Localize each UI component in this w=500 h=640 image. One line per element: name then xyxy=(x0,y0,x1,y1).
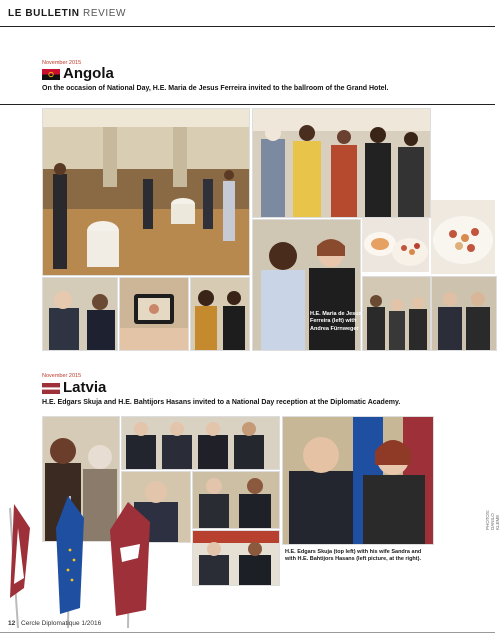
latvia-flag-icon xyxy=(42,383,60,394)
angola-title: Angola xyxy=(63,65,114,82)
two-ambassadors-photo xyxy=(192,530,280,586)
guests-group-photo xyxy=(252,108,431,218)
angola-rule xyxy=(0,104,495,105)
food-tray-photo xyxy=(431,200,495,274)
food-platter-photo xyxy=(362,218,429,272)
latvia-date: November 2015 xyxy=(42,373,82,379)
page-number: 12 xyxy=(8,620,16,627)
section-header-light: REVIEW xyxy=(83,8,127,19)
angola-lead: On the occasion of National Day, H.E. Maria de Jesus Ferreira invited to the ballroom of the Grand Hotel. xyxy=(42,85,389,92)
conversation-photo xyxy=(192,471,280,529)
angola-photo-caption: H.E. Maria de Jesus Ferreira (left) with Andrea Fürnweger xyxy=(310,311,362,332)
footer xyxy=(8,620,101,627)
latvia-lead: H.E. Edgars Skuja and H.E. Bahtijors Hasans invited to a National Day reception at the Diplomatic Academy. xyxy=(42,399,401,406)
latvia-title: Latvia xyxy=(63,379,107,396)
ambassadors-group-photo xyxy=(121,416,280,470)
footer-rule xyxy=(0,632,495,633)
reception-crowd-photo xyxy=(362,276,431,351)
angola-date: November 2015 xyxy=(42,60,82,66)
section-header-bold: LE BULLETIN xyxy=(8,8,80,19)
section-header xyxy=(8,8,126,19)
ballroom-photo xyxy=(42,108,250,276)
guests-talking-photo xyxy=(431,276,497,351)
photo-credit: PHOTOS: DANILO KLEME xyxy=(485,509,500,530)
latvia-photo-caption: H.E. Edgars Skuja (top left) with his wife Sandra and with H.E. Bahtijors Hasans (left picture, at the right). xyxy=(285,549,422,563)
couple-photo xyxy=(190,277,250,351)
publication-name: Cercle Diplomatique 1/2016 xyxy=(21,620,102,627)
handshake-photo xyxy=(42,277,118,351)
angola-flag-icon xyxy=(42,69,60,80)
skuja-couple-photo xyxy=(282,416,434,545)
header-rule xyxy=(0,26,495,27)
camera-photo xyxy=(119,277,189,351)
flags-graphic xyxy=(0,488,190,628)
